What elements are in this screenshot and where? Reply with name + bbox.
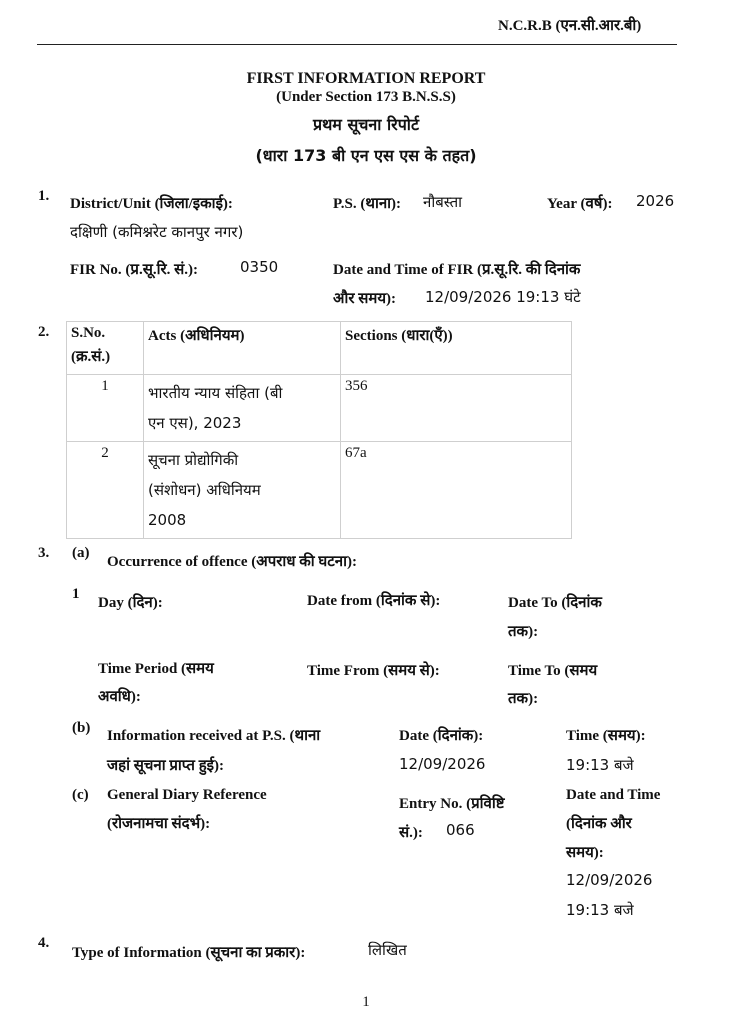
date-to-label: Date To (दिनांक [508, 595, 602, 611]
row-1-sno: 1 [67, 375, 144, 442]
time-to-label-2: तक): [508, 691, 539, 707]
ps-value: नौबस्ता [423, 193, 463, 211]
report-subtitle: (Under Section 173 B.N.S.S) [276, 89, 456, 105]
info-type-label: Type of Information (सूचना का प्रकार): [72, 945, 306, 961]
gd-datetime-date-value: 12/09/2026 [566, 871, 653, 889]
gd-datetime-label: Date and Time [566, 787, 661, 803]
district-value: दक्षिणी (कमिश्नरेट कानपुर नगर) [70, 223, 244, 241]
row-1-section: 356 [341, 375, 572, 442]
sub-a-label: (a) [72, 545, 90, 561]
gd-reference-label-2: (रोजनामचा संदर्भ): [107, 816, 211, 832]
table-row [67, 375, 572, 442]
ps-label: P.S. (थाना): [333, 196, 402, 212]
row-1-act-line-2: एन एस), 2023 [148, 414, 242, 432]
entry-no-value: 066 [446, 821, 475, 839]
report-subtitle-hindi: (धारा 173 बी एन एस एस के तहत) [255, 146, 477, 165]
ncrb-header: N.C.R.B (एन.सी.आर.बी) [498, 18, 642, 34]
year-label: Year (वर्ष): [547, 196, 613, 212]
info-type-value: लिखित [368, 941, 407, 959]
row-2-act [144, 442, 341, 539]
sno-header-text: S.No. [71, 325, 106, 341]
district-label: District/Unit (जिला/इकाई): [70, 196, 233, 212]
info-time-label: Time (समय): [566, 728, 646, 744]
sub-b-label: (b) [72, 720, 91, 736]
row-2-act-line-2: (संशोधन) अधिनियम [148, 481, 261, 499]
row-2-sno: 2 [67, 442, 144, 539]
report-title: FIRST INFORMATION REPORT [246, 70, 486, 87]
occurrence-item-number: 1 [72, 586, 80, 602]
day-label: Day (दिन): [98, 595, 163, 611]
page-number: 1 [362, 994, 370, 1010]
section-3-number: 3. [38, 545, 50, 561]
gd-datetime-time-value: 19:13 बजे [566, 901, 634, 919]
gd-datetime-label-2: (दिनांक और [566, 816, 632, 832]
sub-c-label: (c) [72, 787, 89, 803]
table-row [67, 442, 572, 539]
table-header-row [67, 322, 572, 375]
info-received-label: Information received at P.S. (थाना [107, 728, 321, 744]
time-to-label: Time To (समय [508, 663, 598, 679]
sections-header: Sections (धारा(एँ)) [341, 322, 572, 375]
time-from-label: Time From (समय से): [307, 663, 440, 679]
time-period-label: Time Period (समय [98, 661, 214, 677]
info-time-value: 19:13 बजे [566, 756, 634, 774]
row-2-act-line-1: सूचना प्रोद्योगिकी [148, 451, 239, 469]
info-received-label-2: जहां सूचना प्राप्त हुई): [107, 758, 225, 774]
fir-datetime-label-2: और समय): [333, 291, 397, 307]
row-1-act-line-1: भारतीय न्याय संहिता (बी [148, 384, 283, 402]
gd-datetime-label-3: समय): [566, 845, 604, 861]
time-period-label-2: अवधि): [98, 689, 141, 705]
entry-no-label: Entry No. (प्रविष्टि [399, 796, 505, 812]
report-title-hindi: प्रथम सूचना रिपोर्ट [312, 115, 420, 134]
row-1-act [144, 375, 341, 442]
section-1-number: 1. [38, 188, 50, 204]
sno-header [67, 322, 144, 375]
occurrence-label: Occurrence of offence (अपराध की घटना): [107, 554, 357, 570]
entry-no-label-2: सं.): [399, 825, 423, 841]
row-2-section: 67a [341, 442, 572, 539]
section-2-number: 2. [38, 324, 50, 340]
year-value: 2026 [636, 192, 675, 210]
acts-header: Acts (अधिनियम) [144, 322, 341, 375]
date-from-label: Date from (दिनांक से): [307, 593, 441, 609]
acts-table [66, 321, 572, 539]
info-date-label: Date (दिनांक): [399, 728, 484, 744]
fir-label: FIR No. (प्र.सू.रि. सं.): [70, 262, 198, 278]
row-2-act-line-3: 2008 [148, 511, 187, 529]
fir-datetime-label: Date and Time of FIR (प्र.सू.रि. की दिनांक [333, 262, 581, 278]
header-rule [37, 44, 677, 45]
fir-datetime-value: 12/09/2026 19:13 घंटे [425, 288, 581, 306]
fir-value: 0350 [240, 258, 279, 276]
date-to-label-2: तक): [508, 624, 539, 640]
info-date-value: 12/09/2026 [399, 755, 486, 773]
section-4-number: 4. [38, 935, 50, 951]
sno-header-text-hindi: (क्र.सं.) [71, 349, 111, 365]
gd-reference-label: General Diary Reference [107, 787, 267, 803]
